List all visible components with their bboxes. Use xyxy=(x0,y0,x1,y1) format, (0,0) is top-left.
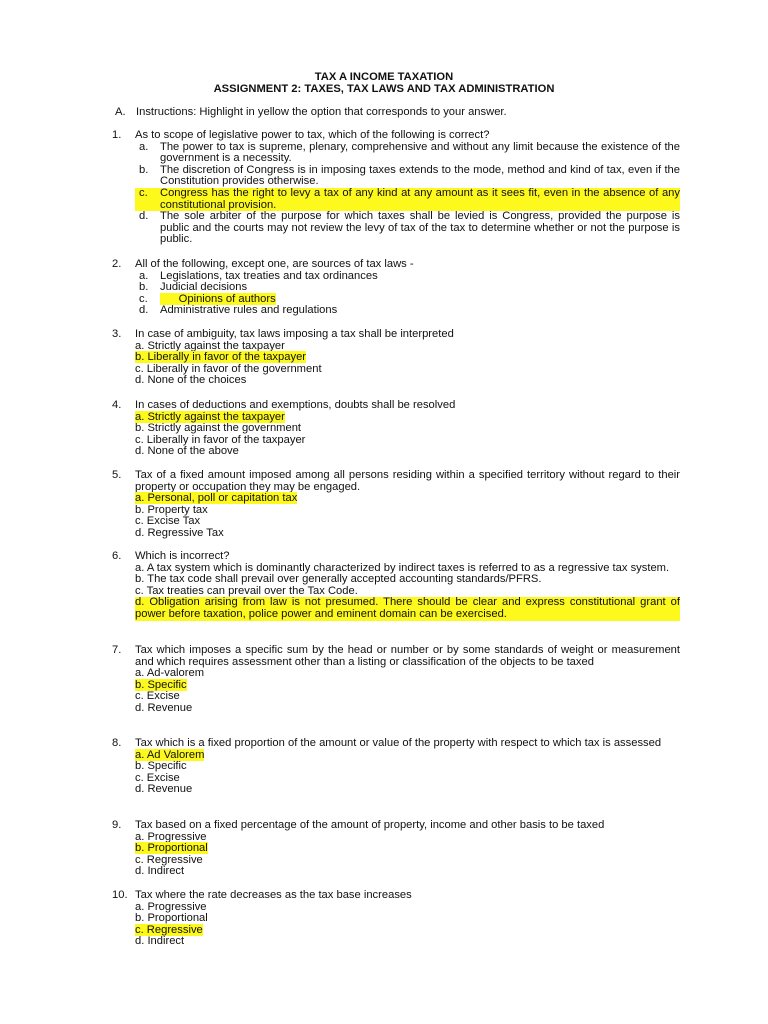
option-b: b. Specific xyxy=(135,760,187,773)
question-text: Tax based on a fixed percentage of the amount of property, income and other basis to be taxed xyxy=(135,819,605,831)
option-highlighted: b. Liberally in favor of the taxpayer xyxy=(135,351,307,364)
option-c: c. Excise xyxy=(135,771,180,784)
question-number: 8. xyxy=(112,737,122,749)
option-c: c. Liberally in favor of the taxpayer xyxy=(135,433,306,446)
option-highlighted: b. Proportional xyxy=(135,842,208,855)
question-text: Which is incorrect? xyxy=(135,550,230,562)
instructions-marker: A. xyxy=(115,106,126,118)
question-number: 4. xyxy=(112,399,122,411)
option-text: Congress has the right to levy a tax of any kind at any amount as it sees fit, even in the absence of any constitutional provision. xyxy=(160,186,680,211)
option-marker: d. xyxy=(139,210,149,223)
option-a xyxy=(135,493,680,505)
question-number: 10. xyxy=(112,889,128,901)
option-highlighted: a. Personal, poll or capitation tax xyxy=(135,492,298,505)
option-d: d. None of the above xyxy=(135,445,239,458)
question-5 xyxy=(112,470,680,540)
option-a: a. Ad-valorem xyxy=(135,667,205,680)
option-c: c. Liberally in favor of the government xyxy=(135,362,322,375)
question-number: 5. xyxy=(112,469,122,481)
question-text: Tax which is a fixed proportion of the amount or value of the property with respect to which tax is assessed xyxy=(135,737,662,749)
option-c-highlighted xyxy=(135,188,680,211)
option-marker: c. xyxy=(139,186,148,199)
option-text: Legislations, tax treaties and tax ordinances xyxy=(160,269,378,282)
question-number: 1. xyxy=(112,129,122,141)
question-1 xyxy=(112,130,680,246)
question-8 xyxy=(112,738,680,796)
option-a: a. A tax system which is dominantly characterized by indirect taxes is referred to as a regressive tax system. xyxy=(135,561,670,574)
option-c: c. Tax treaties can prevail over the Tax Code. xyxy=(135,584,358,597)
document-title: TAX A INCOME TAXATION xyxy=(314,71,454,83)
option-d xyxy=(135,305,680,317)
option-b xyxy=(135,843,680,855)
option-c: c. Regressive xyxy=(135,853,203,866)
option-highlighted: c. Regressive xyxy=(135,923,203,936)
question-3 xyxy=(112,329,680,387)
option-c xyxy=(135,925,680,937)
option-a xyxy=(135,142,680,165)
option-text-highlighted: Opinions of authors xyxy=(178,292,276,305)
option-b xyxy=(135,165,680,188)
option-marker: b. xyxy=(139,163,149,176)
option-b: b. The tax code shall prevail over generally accepted accounting standards/PFRS. xyxy=(135,573,542,586)
option-d: d. Revenue xyxy=(135,783,193,796)
option-d xyxy=(135,211,680,246)
option-marker: a. xyxy=(139,140,149,153)
question-text: In cases of deductions and exemptions, doubts shall be resolved xyxy=(135,399,456,411)
option-d: d. Regressive Tax xyxy=(135,526,224,539)
question-text: Tax where the rate decreases as the tax base increases xyxy=(135,889,412,901)
question-9 xyxy=(112,820,680,878)
option-b: b. Strictly against the government xyxy=(135,422,302,435)
question-7 xyxy=(112,645,680,715)
option-a: a. Progressive xyxy=(135,900,207,913)
option-marker: a. xyxy=(139,269,149,282)
option-b: b. Proportional xyxy=(135,912,208,925)
question-text: All of the following, except one, are sources of tax laws - xyxy=(135,258,414,270)
option-text: The sole arbiter of the purpose for which taxes shall be levied is Congress, provided the purpose is public and the courts may not review the levy of tax of the tax to determine whether or not the purpose is public. xyxy=(160,210,680,246)
option-d: d. Revenue xyxy=(135,701,193,714)
question-text: In case of ambiguity, tax laws imposing a tax shall be interpreted xyxy=(135,328,454,340)
option-text: The discretion of Congress is in imposing taxes extends to the mode, method and kind of tax, even if the Constitution provides otherwise. xyxy=(160,163,680,188)
question-text: As to scope of legislative power to tax, which of the following is correct? xyxy=(135,129,490,141)
option-marker: c. xyxy=(139,292,148,305)
option-d-highlighted: d. Obligation arising from law is not presumed. There should be clear and express constitutional grant of power before taxation, police power and eminent domain can be exercised. xyxy=(135,596,680,620)
option-a xyxy=(135,750,680,762)
question-number: 2. xyxy=(112,258,122,270)
option-d: d. None of the choices xyxy=(135,374,247,387)
instructions-text: Instructions: Highlight in yellow the option that corresponds to your answer. xyxy=(136,106,507,118)
option-c: c. Excise xyxy=(135,690,180,703)
option-marker: d. xyxy=(139,304,149,317)
question-number: 3. xyxy=(112,328,122,340)
option-a: a. Progressive xyxy=(135,830,207,843)
option-text: The power to tax is supreme, plenary, comprehensive and without any limit because the existence of the government is a necessity. xyxy=(160,140,680,165)
option-text: Judicial decisions xyxy=(160,281,248,294)
option-c: c. Excise Tax xyxy=(135,515,201,528)
option-d: d. Indirect xyxy=(135,935,185,948)
question-number: 9. xyxy=(112,819,122,831)
question-text: Tax of a fixed amount imposed among all persons residing within a specified territory without regard to their property or occupation they may be engaged. xyxy=(135,469,680,493)
option-marker: b. xyxy=(139,281,149,294)
question-number: 6. xyxy=(112,550,122,562)
question-6 xyxy=(112,551,680,621)
option-highlighted: a. Strictly against the taxpayer xyxy=(135,410,285,423)
option-a: a. Strictly against the taxpayer xyxy=(135,339,285,352)
option-b xyxy=(135,680,680,692)
option-text: Administrative rules and regulations xyxy=(160,304,338,317)
question-number: 7. xyxy=(112,644,122,656)
option-b: b. Property tax xyxy=(135,503,208,516)
question-4 xyxy=(112,400,680,458)
option-d: d. Indirect xyxy=(135,865,185,878)
option-highlighted: b. Specific xyxy=(135,678,187,691)
question-2 xyxy=(112,259,680,317)
question-10 xyxy=(112,890,680,948)
question-text: Tax which imposes a specific sum by the head or number or by some standards of weight or measurement and which requires assessment other than a listing or classification of the objects to be taxed xyxy=(135,644,680,668)
document-subtitle: ASSIGNMENT 2: TAXES, TAX LAWS AND TAX ADMINISTRATION xyxy=(213,83,555,95)
option-highlighted: a. Ad Valorem xyxy=(135,748,205,761)
